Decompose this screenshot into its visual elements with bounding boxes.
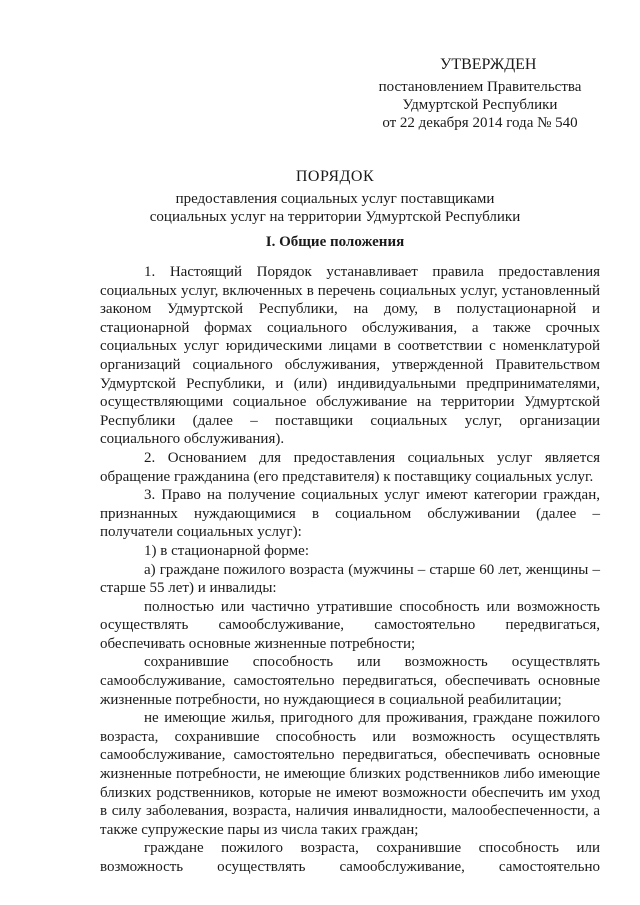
paragraph: 2. Основанием для предоставления социальных услуг является обращение гражданина (его представителя) к поставщику социальных услуг. <box>100 449 600 485</box>
paragraph: 1) в стационарной форме: <box>144 542 309 559</box>
paragraph: сохранившие способность или возможность осуществлять самообслуживание, самостоятельно передвигаться, обеспечивать основные жизненные потребности, но нуждающиеся в социальной реабилитации; <box>100 654 600 708</box>
document-title: ПОРЯДОК <box>295 168 375 185</box>
paragraph: полностью или частично утратившие способность или возможность осуществлять самообслуживание, самостоятельно передвигаться, обеспечивать основные жизненные потребности; <box>100 598 600 652</box>
paragraph: граждане пожилого возраста, сохранившие способность или возможность осуществлять самообслуживание, самостоятельно <box>100 840 600 875</box>
approval-line: Удмуртской Республики <box>402 97 558 113</box>
approval-line: от 22 декабря 2014 года № 540 <box>382 115 578 131</box>
paragraph: не имеющие жилья, пригодного для проживания, граждане пожилого возраста, сохранившие способность или возможность осуществлять самообслуживание, самостоятельно передвигаться, обеспечивать основные жизненные потребности, не имеющие близких родственников либо имеющие близких родственников, которые не имеют возможности обеспечить им уход в силу заболевания, возраста, наличия инвалидности, малообеспеченности, а также супружеские пары из числа таких граждан; <box>100 710 600 838</box>
document-body <box>100 263 600 877</box>
paragraph: а) граждане пожилого возраста (мужчины – старше 60 лет, женщины – старше 55 лет) и инвалиды: <box>100 561 600 597</box>
paragraph: 1. Настоящий Порядок устанавливает правила предоставления социальных услуг, включенных в перечень социальных услуг, установленный законом Удмуртской Республики, на дому, в полустационарной и стационарной формах социального обслуживания, а также срочных социальных услуг юридическими лицами в соответствии с номенклатурой организаций социального обслуживания, утвержденной Правительством Удмуртской Республики, и (или) индивидуальными предпринимателями, осуществляющими социальное обслуживание на территории Удмуртской Республики (далее – поставщики социальных услуг, организации социального обслуживания). <box>100 264 600 448</box>
document-subtitle-line: социальных услуг на территории Удмуртской Республики <box>149 209 521 225</box>
section-heading: I. Общие положения <box>265 234 405 250</box>
document-title-block <box>100 168 570 226</box>
paragraph: 3. Право на получение социальных услуг имеют категории граждан, признанных нуждающимися в социальном обслуживании (далее – получатели социальных услуг): <box>100 487 600 541</box>
approval-line: постановлением Правительства <box>378 79 582 95</box>
document-subtitle-line: предоставления социальных услуг поставщиками <box>175 191 495 207</box>
approval-heading: УТВЕРЖДЕН <box>440 56 537 73</box>
approval-stamp <box>330 56 630 132</box>
